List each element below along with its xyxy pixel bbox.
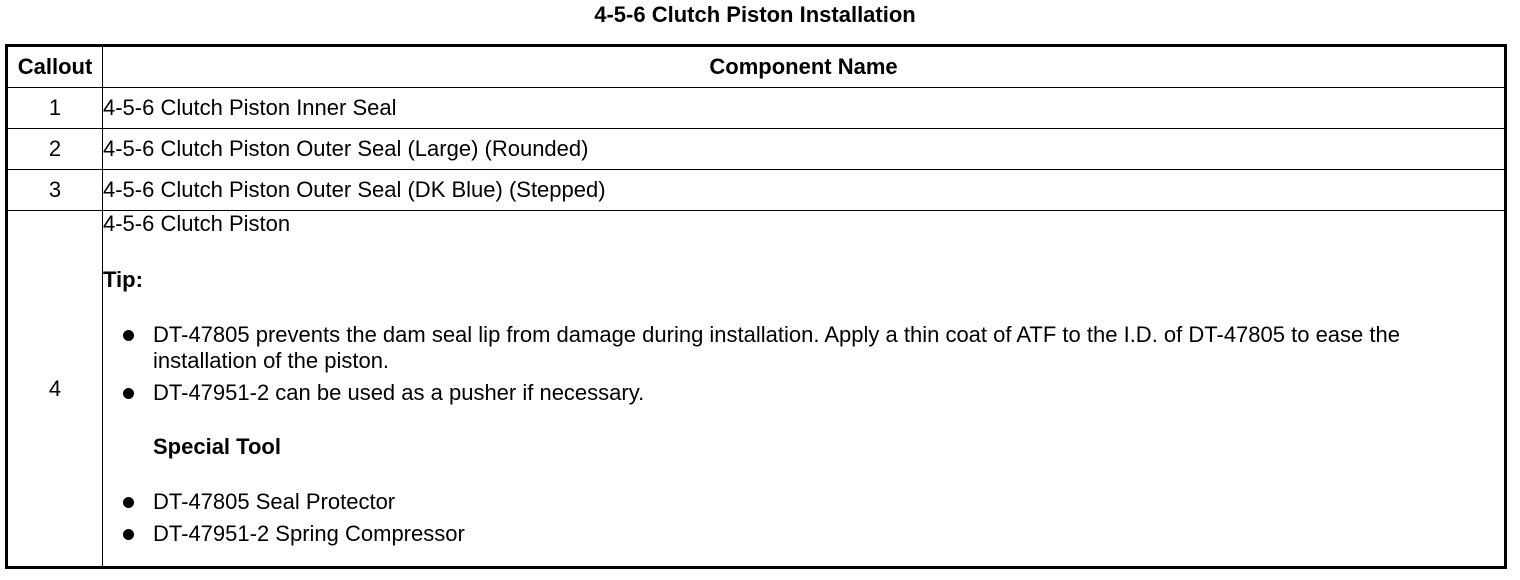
table-header-row bbox=[7, 46, 1506, 88]
component-name: 4-5-6 Clutch Piston bbox=[103, 211, 291, 236]
callout-number: 1 bbox=[7, 88, 103, 129]
component-detail-cell bbox=[103, 211, 1506, 568]
special-tool-text: DT-47951-2 Spring Compressor bbox=[153, 521, 465, 546]
special-tool-text: DT-47805 Seal Protector bbox=[153, 489, 396, 514]
special-tool-label: Special Tool bbox=[153, 434, 281, 459]
callout-number: 4 bbox=[7, 211, 103, 568]
bullet-icon bbox=[123, 388, 134, 399]
tip-list bbox=[103, 322, 1504, 406]
special-tool-item bbox=[103, 489, 1504, 515]
bullet-icon bbox=[123, 529, 134, 540]
special-tool-item bbox=[103, 521, 1504, 547]
tip-label: Tip: bbox=[103, 267, 143, 292]
tip-text: DT-47805 prevents the dam seal lip from damage during installation. Apply a thin coat of ATF to the I.D. of DT-47805 to ease the installation of the piston. bbox=[153, 322, 1400, 373]
bullet-icon bbox=[123, 330, 134, 341]
component-name-column-header: Component Name bbox=[103, 46, 1506, 88]
tip-text: DT-47951-2 can be used as a pusher if necessary. bbox=[153, 380, 645, 405]
component-name: 4-5-6 Clutch Piston Outer Seal (Large) (Rounded) bbox=[103, 129, 1506, 170]
component-name: 4-5-6 Clutch Piston Outer Seal (DK Blue) (Stepped) bbox=[103, 170, 1506, 211]
tip-item bbox=[103, 322, 1504, 374]
tip-item bbox=[103, 380, 1504, 406]
callout-number: 3 bbox=[7, 170, 103, 211]
table-row bbox=[7, 211, 1506, 568]
table-row bbox=[7, 129, 1506, 170]
callout-number: 2 bbox=[7, 129, 103, 170]
component-name: 4-5-6 Clutch Piston Inner Seal bbox=[103, 88, 1506, 129]
special-tool-list bbox=[103, 489, 1504, 547]
callout-table bbox=[5, 44, 1507, 569]
table-row bbox=[7, 88, 1506, 129]
table-row bbox=[7, 170, 1506, 211]
callout-column-header: Callout bbox=[7, 46, 103, 88]
page-title: 4-5-6 Clutch Piston Installation bbox=[594, 2, 916, 27]
bullet-icon bbox=[123, 497, 134, 508]
